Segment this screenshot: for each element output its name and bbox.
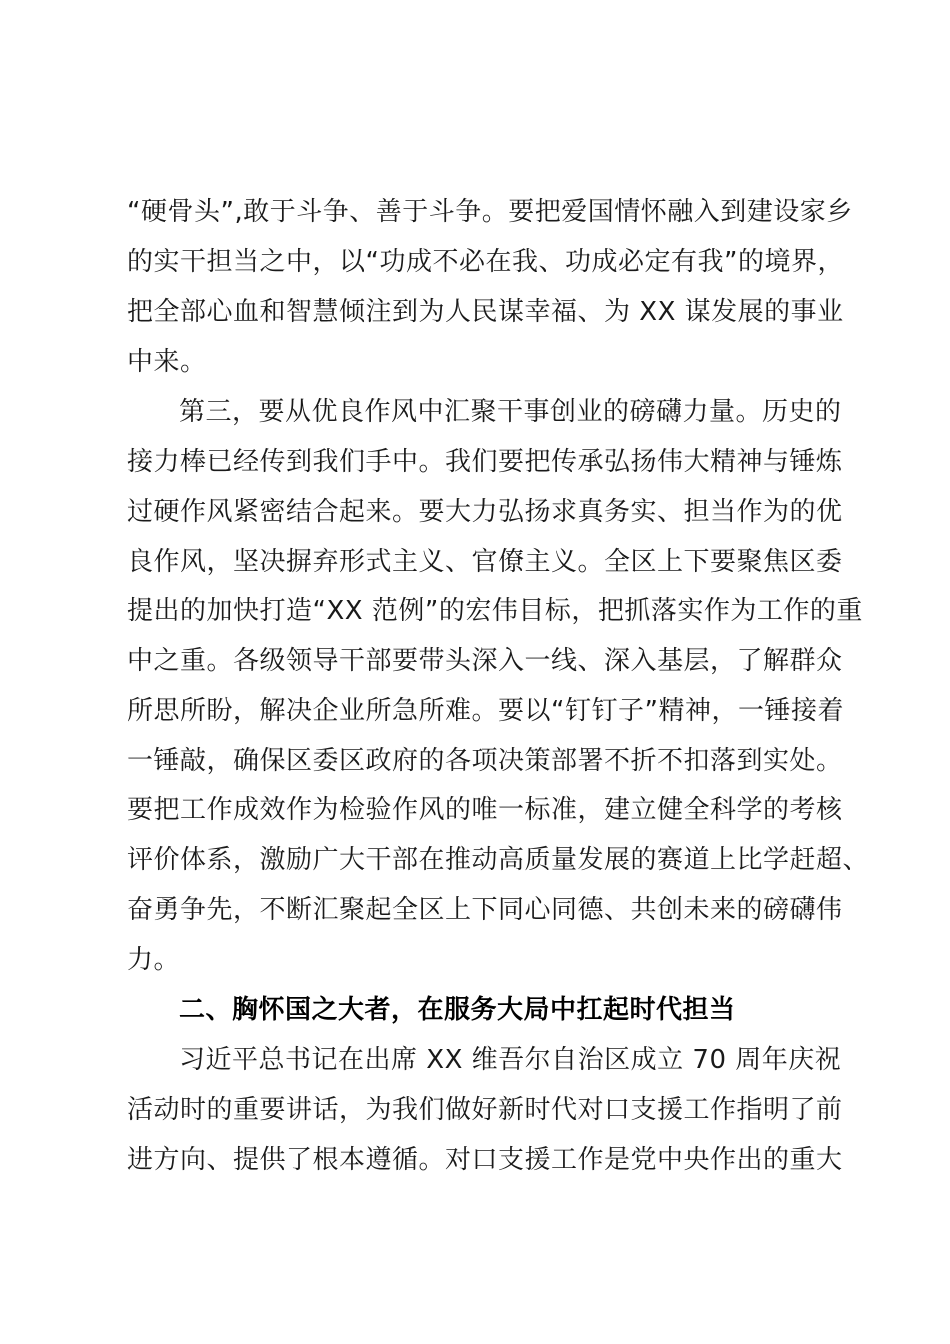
paragraph-line: 良作风，坚决摒弃形式主义、官僚主义。全区上下要聚焦区委 bbox=[127, 547, 843, 577]
paragraph-first-line: 第三，要从优良作风中汇聚干事创业的磅礴力量。历史的 bbox=[179, 397, 842, 427]
paragraph-line: 接力棒已经传到我们手中。我们要把传承弘扬伟大精神与锤炼 bbox=[127, 447, 843, 477]
paragraph-line: 进方向、提供了根本遵循。对口支援工作是党中央作出的重大 bbox=[127, 1145, 843, 1175]
paragraph-line: 奋勇争先，不断汇聚起全区上下同心同德、共创未来的磅礴伟 bbox=[127, 895, 843, 925]
paragraph-line: 活动时的重要讲话，为我们做好新时代对口支援工作指明了前 bbox=[127, 1095, 843, 1125]
paragraph-line: 过硬作风紧密结合起来。要大力弘扬求真务实、担当作为的优 bbox=[127, 497, 843, 527]
paragraph-line: 提出的加快打造“XX 范例”的宏伟目标，把抓落实作为工作的重 bbox=[127, 596, 863, 626]
paragraph-line: 所思所盼，解决企业所急所难。要以“钉钉子”精神，一锤接着 bbox=[127, 696, 844, 726]
paragraph-line: 中来。 bbox=[127, 347, 207, 377]
paragraph-line: 把全部心血和智慧倾注到为人民谋幸福、为 XX 谋发展的事业 bbox=[127, 297, 844, 327]
paragraph-line: 一锤敲，确保区委区政府的各项决策部署不折不扣落到实处。 bbox=[127, 746, 843, 776]
paragraph-first-line: 习近平总书记在出席 XX 维吾尔自治区成立 70 周年庆祝 bbox=[179, 1045, 842, 1075]
paragraph-line: 中之重。各级领导干部要带头深入一线、深入基层，了解群众 bbox=[127, 646, 843, 676]
paragraph-line: 要把工作成效作为检验作风的唯一标准，建立健全科学的考核 bbox=[127, 795, 843, 825]
paragraph-line: “硬骨头”,敢于斗争、善于斗争。要把爱国情怀融入到建设家乡 bbox=[127, 197, 853, 227]
section-heading: 二、胸怀国之大者，在服务大局中扛起时代担当 bbox=[179, 995, 736, 1025]
paragraph-line: 的实干担当之中，以“功成不必在我、功成必定有我”的境界， bbox=[127, 247, 844, 277]
paragraph-line: 力。 bbox=[127, 945, 181, 975]
paragraph-line: 评价体系，激励广大干部在推动高质量发展的赛道上比学赶超、 bbox=[127, 845, 870, 875]
